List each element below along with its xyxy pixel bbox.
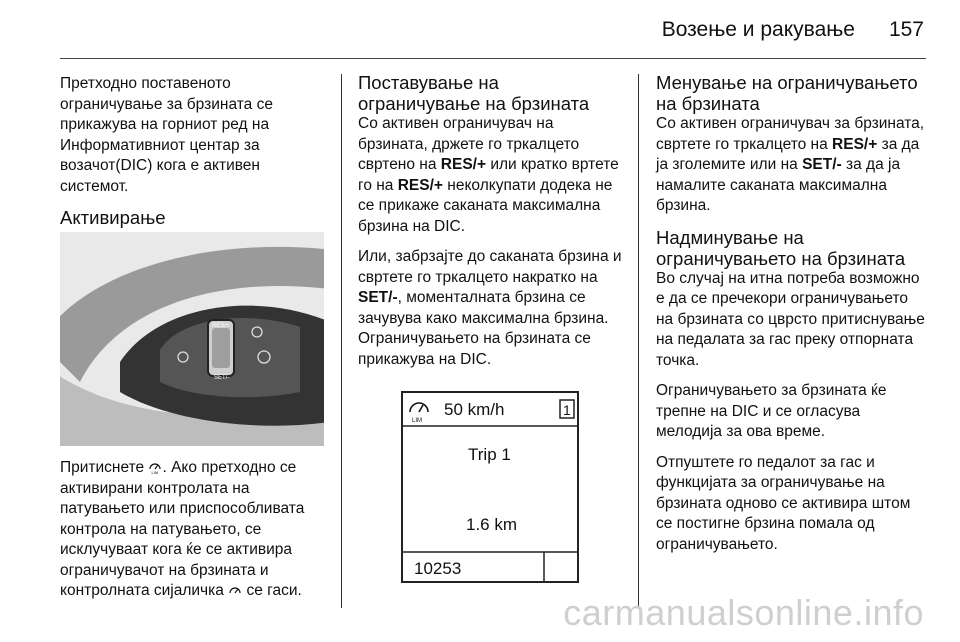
svg-text:LIM: LIM [151,469,159,475]
column-left [60,74,328,612]
header-title: Возење и ракување [661,18,855,41]
dic-display-illustration [358,382,622,592]
column-right [656,72,926,565]
exceeding-paragraph-3: Отпуштете го педалот за гас и функцијата за ограничување на брзината одново се активира штом се постигне брзина помала од ограничувањето. [656,453,911,553]
exceeding-paragraph-2: Ограничувањето за брзината ќе трепне на DIC и се огласува мелодија за ова време. [656,382,887,440]
activation-paragraph: Притиснете LIM . Ако претходно се активирани контролата на патувањето или приспособливата контрола на патувањето, се исклучуваат кога ќе се активира ограничувачот на брзината и контролната сијаличка се гаси. [60,459,305,599]
watermark-text: carmanualsonline.info [563,592,924,633]
page-number: 157 [888,18,924,41]
dic-lim-label: LIM [412,418,423,424]
speed-limiter-icon [148,461,162,475]
section-heading-setting-limit: Поставување на ограничување на брзината [358,72,590,114]
section-heading-changing-limit: Менување на ограничувањето на брзината [656,72,918,114]
dic-page-indicator: 1 [563,402,571,418]
dic-odometer: 10253 [414,559,462,578]
res-label: RES/+ [212,323,230,329]
section-heading-activation: Активирање [60,207,166,228]
set-label: SET/- [214,375,230,381]
intro-paragraph: Претходно поставеното ограничување за брзината се прикажува на горниот ред на Информативниот центар за возачот(DIC) кога е активен системот. [60,75,273,195]
steering-wheel-illustration [60,232,324,446]
column-divider [638,74,639,608]
header-rule [60,58,926,59]
section-heading-exceeding-limit: Надминување на ограничувањето на брзината [656,226,906,269]
column-divider [341,74,342,608]
setting-paragraph-1: Со активен ограничувач на брзината, држете го тркалцето свртено на RES/+ или кратко вртете го на RES/+ неколкупати додека не се прикаже саканата максимална брзина на DIC. [358,115,619,235]
page-header [0,0,960,60]
dic-speed-limit: 50 km/h [444,400,505,419]
changing-paragraph: Со активен ограничувач за брзината, свртете го тркалцето на RES/+ за да ја зголемите или на SET/- за да ја намалите саканата максимална брзина. [656,115,925,214]
column-middle [358,72,624,592]
footer-watermark [0,592,960,634]
setting-paragraph-2: Или, забрзајте до саканата брзина и свртете го тркалцето накратко на SET/-, моменталната брзина се зачувува како максимална брзина. Ограничувањето на брзината се прикажува на DIC. [358,248,622,368]
dic-trip-label: Trip 1 [468,445,511,464]
dic-trip-distance: 1.6 km [466,515,518,534]
exceeding-paragraph-1: Во случај на итна потреба возможно е да се пречекори ограничувањето на брзината со цврсто притиснување на педалата за гас преку отпорната точка. [656,269,925,369]
